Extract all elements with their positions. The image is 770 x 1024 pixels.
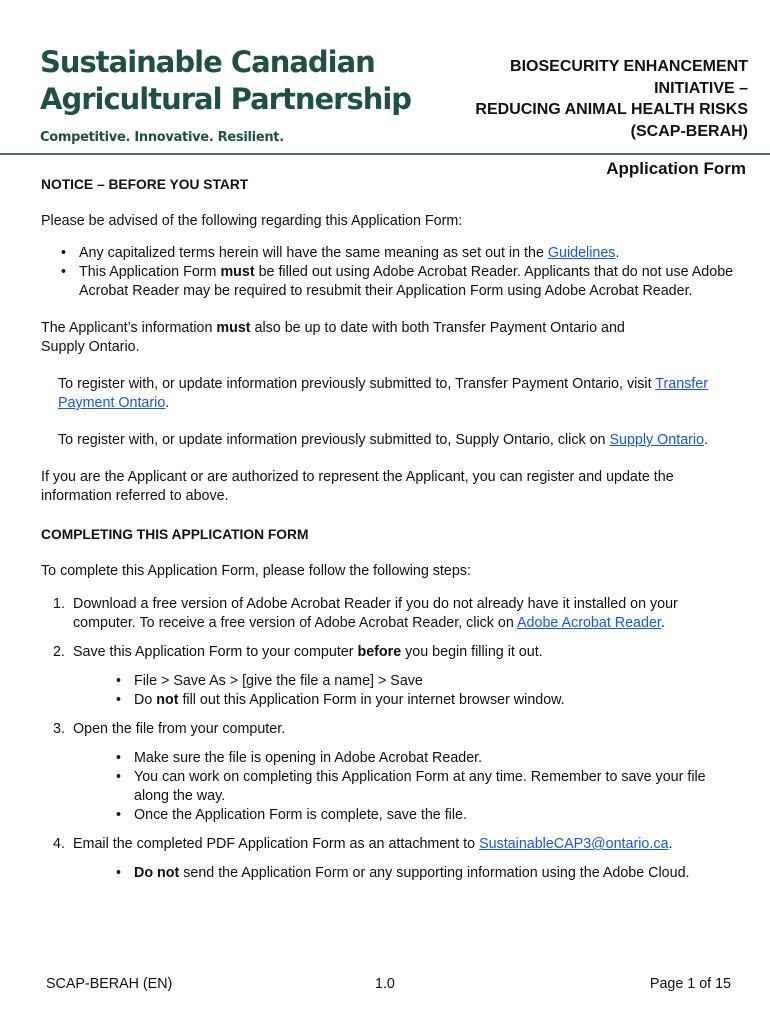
paragraph-text: .: [704, 432, 709, 448]
footer-version: 1.0: [375, 976, 395, 992]
header-divider: [0, 153, 770, 155]
list-item: • Make sure the file is opening in Adobe Acrobat Reader.: [134, 749, 741, 768]
step-number: 2.: [53, 644, 65, 660]
list-item: [134, 864, 741, 883]
brand-tagline: Competitive. Innovative. Resilient.: [40, 130, 284, 145]
step-number: 4.: [53, 836, 65, 852]
form-title: Application Form: [606, 159, 746, 178]
guidelines-link[interactable]: Guidelines: [547, 245, 616, 261]
step-number: 3.: [53, 721, 65, 737]
program-title: [418, 56, 748, 142]
list-item-text: Do: [134, 692, 157, 708]
step-item: [41, 595, 741, 633]
emphasis: must: [216, 320, 251, 336]
adobe-acrobat-reader-link[interactable]: Adobe Acrobat Reader: [517, 615, 661, 631]
brand-logo: [40, 44, 411, 145]
sub-list: [73, 749, 741, 825]
emphasis: not: [156, 692, 179, 708]
step-text: Download a free version of Adobe Acrobat Reader if you do not already have it installed on your computer. To receive a free version of Adobe Acrobat Reader, click on: [73, 596, 678, 631]
list-item: [79, 244, 741, 263]
completing-heading: COMPLETING THIS APPLICATION FORM: [41, 527, 309, 542]
program-title-line: (SCAP-BERAH): [630, 122, 748, 140]
step-text: you begin filling it out.: [401, 644, 543, 660]
step-text: Open the file from your computer.: [73, 721, 286, 737]
program-title-line: REDUCING ANIMAL HEALTH RISKS: [475, 101, 748, 118]
step-text: .: [668, 836, 673, 852]
list-item-text: This Application Form: [79, 264, 221, 280]
paragraph-text: To register with, or update information previously submitted to, Transfer Payment Ontario, visit: [58, 376, 656, 392]
emphasis: before: [357, 644, 402, 660]
transfer-payment-ontario-link[interactable]: Transfer Payment Ontario: [58, 376, 708, 411]
step-item: [41, 835, 741, 883]
list-item: • File > Save As > [give the file a name] > Save: [134, 672, 741, 691]
tpo-register-note: [41, 375, 741, 413]
step-text: Email the completed PDF Application Form as an attachment to: [73, 836, 480, 852]
document-body: [41, 175, 741, 883]
supply-ontario-link[interactable]: Supply Ontario: [609, 432, 705, 448]
sub-list: [73, 672, 741, 710]
list-item-text: send the Application Form or any supporting information using the Adobe Cloud.: [179, 865, 690, 881]
step-item: [41, 720, 741, 825]
notice-heading: NOTICE – BEFORE YOU START: [41, 177, 249, 192]
sub-list: [73, 864, 741, 883]
completing-intro: To complete this Application Form, please follow the following steps:: [41, 563, 471, 579]
list-item: • You can work on completing this Application Form at any time. Remember to save your file along the way.: [134, 768, 741, 806]
list-item-text: .: [615, 245, 620, 261]
notice-list: [41, 244, 741, 301]
list-item: [79, 263, 741, 301]
program-title-line: INITIATIVE –: [654, 79, 748, 97]
footer-doc-code: SCAP-BERAH (EN): [46, 976, 173, 992]
steps-list: [41, 595, 741, 883]
paragraph-text: also be up to date with both Transfer Payment Ontario and Supply Ontario.: [41, 320, 625, 355]
list-item: • Once the Application Form is complete, save the file.: [134, 806, 741, 825]
step-number: 1.: [53, 596, 65, 612]
emphasis: must: [220, 264, 255, 280]
paragraph-text: The Applicant’s information: [41, 320, 217, 336]
emphasis: Do not: [134, 865, 180, 881]
step-text: .: [660, 615, 665, 631]
applicant-info-note: [41, 319, 641, 357]
step-text: Save this Application Form to your computer: [73, 644, 358, 660]
program-title-line: BIOSECURITY ENHANCEMENT: [510, 58, 748, 75]
notice-intro: Please be advised of the following regarding this Application Form:: [41, 213, 463, 229]
step-item: [41, 643, 741, 710]
list-item-text: fill out this Application Form in your internet browser window.: [178, 692, 565, 708]
email-link[interactable]: SustainableCAP3@ontario.ca: [479, 836, 669, 852]
brand-title-line2: Agricultural Partnership: [40, 82, 412, 116]
brand-title-line1: Sustainable Canadian: [40, 45, 375, 79]
footer-page-number: Page 1 of 15: [649, 976, 731, 992]
list-item: [134, 691, 741, 710]
list-item-text: be filled out using Adobe Acrobat Reader. Applicants that do not use Adobe Acrobat Reader may be required to resubmit their Application Form using Adobe Acrobat Reader.: [79, 264, 734, 299]
paragraph-text: .: [165, 395, 170, 411]
list-item-text: Any capitalized terms herein will have the same meaning as set out in the: [79, 245, 548, 261]
paragraph-text: To register with, or update information previously submitted to, Supply Ontario, click on: [58, 432, 610, 448]
supply-ontario-register-note: [41, 431, 741, 450]
authorized-note: If you are the Applicant or are authorized to represent the Applicant, you can register and update the information referred to above.: [41, 469, 674, 504]
